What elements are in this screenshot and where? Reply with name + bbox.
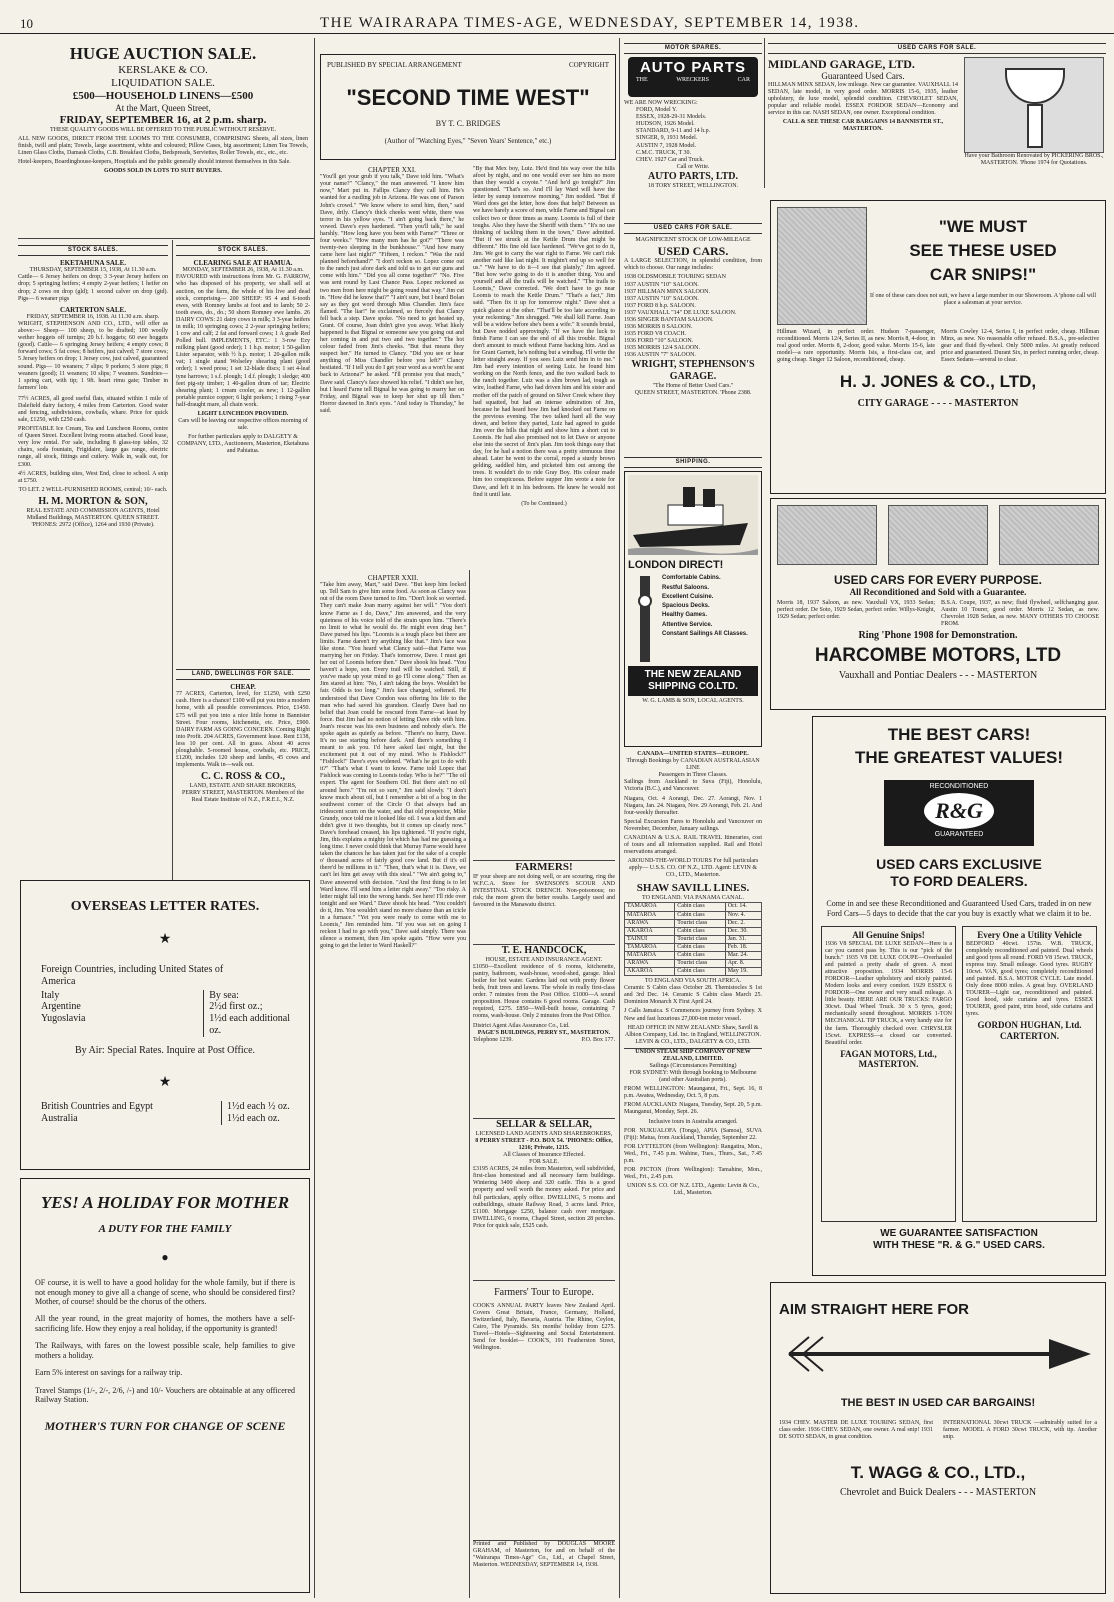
masthead: THE WAIRARAPA TIMES-AGE, WEDNESDAY, SEPTEMBER 14, 1938. — [320, 15, 860, 31]
auction-type: LIQUIDATION SALE. — [111, 77, 215, 90]
auction-place: At the Mart, Queen Street, — [115, 102, 211, 113]
sellar-sub: LICENSED LAND AGENTS AND SHAREBROKERS, — [475, 1130, 613, 1137]
sailing-row — [625, 968, 762, 976]
fagan-firm: FAGAN MOTORS, Ltd., — [840, 1048, 937, 1059]
auction-body: ALL NEW GOODS, DIRECT FROM THE LOOMS TO THE CONSUMER, COMPRISING Sheets, all sizes, linen finish, twill and plain; Towels, large assortment, white and coloured; Pillow Cases, big assortment; Linen Tea Towels, Linen Glass Cloths, Damask Cloths, C.B. Breakfast Cloths, Bedspreads, Serviettes, Roller Towels, etc., etc., etc. — [18, 135, 308, 156]
three-classes: Passengers in Three Classes. — [658, 772, 728, 779]
property-listing: 77½ ACRES, all good useful flats, situated within 1 mile of Dalefield dairy factory, 4 miles from Carterton. Good water and fencing, subdivisions, cowbails, whare. Price for quick sale, £1250, with £250 cash. — [18, 395, 168, 424]
nukualofa: FOR NUKUALOFA (Tonga), APIA (Samoa), SUVA (Fiji): Matua, from Auckland, Thursday, September 22. — [624, 1127, 762, 1141]
nzsc-logo: THE NEW ZEALAND SHIPPING CO.LTD. — [628, 666, 758, 696]
sailing-cell: AKAROA — [625, 968, 675, 976]
auction-linens: £500—HOUSEHOLD LINENS—£500 — [72, 89, 254, 102]
chapter-heading: CHAPTER XXII. — [367, 574, 419, 582]
wagg-dealers: Chevrolet and Buick Dealers - - - MASTERTON — [839, 1487, 1037, 1499]
feature-item: Comfortable Cabins. — [662, 575, 721, 582]
picton: FOR PICTON (from Wellington): Tamahine, Mon., Wed., Fri., 2.45 p.m. — [624, 1167, 762, 1181]
carterton-body: WRIGHT, STEPHENSON AND CO., LTD., will offer as above:— Sheep— 100 sheep, to be drafted; 100 woolly wether hoggets off turnips; 20 b.f. hoggets; 60 ewe hoggets (good). Cattle— 6 springing Jersey heifers; 4 empty cows; 8 forward cows; 5 fat cows; 8 heifers, just calved; 7 store cows; 5 Jersey heifers on drop; 1 Jersey cow, just calved, guaranteed sound. Pigs— 10 weaners; 7 slips; 9 porkers; 5 store pigs; 8 weaners (good); 11 weaners; 10 slips; 7 weaners. Sundries— 1 spring cart, with tip; 1 9ft. heart rimu gate; Timber in farmers' lots — [18, 321, 168, 391]
farmers-title: FARMERS! — [515, 861, 573, 873]
arrangement-label: PUBLISHED BY SPECIAL ARRANGEMENT — [327, 61, 462, 69]
sailing-row — [625, 943, 762, 951]
by-air-note: By Air: Special Rates. Inquire at Post Office. — [74, 1044, 256, 1056]
sa-note: J Calls Jamaica. S Commences journey from Sydney. X New and fast luxurious 27,000-ton motor vessel. — [624, 1008, 762, 1022]
right-body: BEDFORD 40cwt. 157in. W.B. TRUCK, completely reconditioned and painted. Dual wheels and good tyres all round. FORD V8 15cwt. TRUCK, express tray. Small mileage. Good tyres. RUGBY 10cwt. VAN, good tyres; completely reconditioned and painted. B.S.A. MOTOR CYCLE. Late model. Only done 8000 miles. A great buy. OVERLAND TOURER—Light car, reconditioned and painted. Good hood, side curtains and tyres. ESSEX TOURER, good paint, trim hood, side curtains and tyres. — [966, 940, 1093, 1018]
star-icon: ★ — [158, 931, 172, 947]
sailing-cell: MATAROA — [625, 911, 675, 919]
holiday-p1: OF course, it is well to have a good holiday for the whole family, but if there is not enough money to give all a change of scene, who should be considered first? Mother, of course! should be the chorus of the others. — [35, 1278, 295, 1307]
headline-3: CAR SNIPS!" — [929, 265, 1037, 285]
rg-badge: RECONDITIONED R&G GUARANTEED — [884, 780, 1034, 846]
handcock-box: P.O. Box 177. — [581, 1036, 615, 1043]
sailing-cell: May 19. — [725, 968, 761, 976]
wagg-ad — [770, 1282, 1106, 1594]
couple-illustration — [777, 207, 867, 325]
car-list-item: 1937 FORD 8 h.p. SALOON. — [624, 302, 696, 309]
eketahuna-date: THURSDAY, SEPTEMBER 15, 1938, At 11.30 a.m. — [29, 267, 157, 274]
section-heading: STOCK SALES. — [176, 245, 310, 256]
wreck-item: AUSTIN 7, 1928 Model. — [636, 142, 697, 149]
car-list-item: 1936 FORD "10" SALOON. — [624, 338, 694, 345]
midland-subtitle: Guaranteed Used Cars. — [821, 71, 905, 82]
sailing-cell: Oct. 14. — [725, 903, 761, 911]
from-wellington: FROM WELLINGTON: Maunganui, Fri., Sept. 16, 8 p.m. Awatea, Wednesday, Oct. 5, 8 p.m. — [624, 1086, 762, 1100]
holiday-title: YES! A HOLIDAY FOR MOTHER — [40, 1193, 290, 1212]
page-number: 10 — [20, 16, 33, 31]
rate-additional-oz: 1½d each additional oz. — [209, 1013, 290, 1037]
midland-body: HILLMAN MINX SEDAN, low mileage. New car guarantee. VAUXHALL 14 SEDAN, late model, in very good order. MORRIS 15-6, 1935, leather upholstery, de luxe model, splendid condition. CHEVROLET SEDAN, popular and reliable model. ESSEX FORDOR SEDAN—Economy and service in this car. NASH SEDAN, one owner. Exceptional condition. — [768, 81, 958, 117]
wreck-item: C.M.C. TRUCK, T 30. — [636, 149, 692, 156]
union-sub: Sailings (Circumstances Permitting) — [649, 1063, 737, 1070]
auction-hotel: Hotel-keepers, Boardinghouse-keepers, Hospitals and the public generally should interest themselves in this Sale. — [18, 158, 291, 165]
car-list-item: 1937 HILLMAN MINX SALOON. — [624, 288, 710, 295]
dwellings-ad — [176, 666, 310, 876]
sellar-ad — [473, 1118, 615, 1276]
serial-text: "You'll get your grub if you talk," Dave told him. "What's your name?" "Clancy," the man answered. "I know him now," Mart put in. Fallips Clancy they call him. He's wanted for a rustling job in Arizona. He was one of Parson John's crowd." "We know where to send him, then," said Dave, drily. Clancy's thick cheeks went white, there was terror in his yellow eyes. "I ain't going back there," he vowed. Dave's eyes hardened. "Then you'll talk," he said harshly. "How long have you been with Farne?" "Three or four weeks." "How many men has he got?" "There was twenty-two sleeping in the bunkhouse." "And how many came here last night?" "Fifteen, I reckon." "Was the raid planned beforehand?" "I don't reckon so. Lopez come out to the ranch just afore dark and told us to get our guns and come with him." "Did you all come together?" "No. Five was sent round by Last Chance Pass. Lopez reckoned as two men from here might be going round that way." Jim cut in. "How did he know that?" "I ain't sure, but I heard Bolan say as they got word through Miss Chandler. Jim's face flamed. "The liar!" he exclaimed, so fiercely that Clancy fell back a step. Dave spoke. "No need to get heated up, Grant. Of course, Joan didn't give you away. What likely happened is that Bignal or someone saw you going out and her coming in and put two and two together." The hot colour faded from Jim's cheeks. "But that means they suspect her." He turned to Clancy. "Did you see or hear anything of Miss Chandler before you left?" Clancy hesitated. "If I tell you do I get your word as a won't be sent back to Arizona?" he asked. "I'll promise you that much," Dave said. Clancy's face showed his relief. "I didn't see her, but I heard Farne tell Bignal he was going to marry her on Friday, and Bignal was to keep her shut up till then." Horror dawned in Jim's eyes. "And today is Thursday," he said. — [320, 174, 464, 414]
auction-ad — [18, 44, 308, 234]
sailing-cell: Cabin class — [675, 943, 726, 951]
country-argentine: Argentine — [41, 1001, 81, 1013]
british-rate: 1½d each ½ oz. — [227, 1101, 290, 1113]
sailing-cell: Mar. 24. — [725, 951, 761, 959]
sailing-row — [625, 935, 762, 943]
left-body: 1936 V8 SPECIAL DE LUXE SEDAN—Here is a car you cannot pass by. This is our "pick of the bunch." 1935 V8 DE LUXE COUPE—Overhauled and painted a pretty shade of green. A most attractive proposition. 1934 MORRIS 15-6 FORDOR—Leather upholstery and nicely painted. Modern looks and every comfort. 1929 ESSEX 6 FORDOR—One owner and very small mileage. A little beauty. HERE ARE OUR TRUCKS: FARGO 30cwt. Dual Wheel Truck. 30 x 5 tyres, good; mechanically sound throughout. MORRIS 1-TON MECHANICAL TIP TRUCK, a very handy size for the farm. Thoroughly checked over. CHRYSLER 15cwt. EXPRESS—a closed car converted. Beautiful order. — [825, 940, 952, 1046]
clearing-sale-body: FAVOURED with instructions from Mr. G. FARROW, who has disposed of his property, we shall sell at auction, on the farm, the whole of his live and dead stock, comprising— 200 SHEEP: 95 4 and 6-tooth ewes, with Romney lambs at foot and to lamb; 50 2-tooth ewes, do., do.; 50 shorn Romney ewe lambs. 26 DAIRY COWS: 21 dairy cows in milk; 3 3-year heifers in milk; 10 springing cows; 2 2-year springing heifers; 1 cow and calf; 2 fat and forward cows; 1 A grade Red Polled bull. IMPLEMENTS, ETC.: 1 3-row Ezy milking plant (good order); 1 1 h.p. motor; 1 50-gallon Lister separator, with ½ h.p. motor; 1 20-gallon milk vat; 1 single stand Wolseley shearing plant (good order); 1 weed press; 1 set 12-blade discs; 1 set 4-leaf tyne harrows; 1 s.f. plough; 1 d.f. plough; 1 sledge; 400 feet pig-sty timber; 1 40-gallon drum of tar; Electric shearing plant; 1 cream cooler, as new; 1 12-gallon portable pumice copper; 6 light porkers; 1 rising 7-year half-draught mare, all chain work. — [176, 274, 310, 408]
sailing-row — [625, 919, 762, 927]
wreck-item: CHEV. 1927 Car and Truck. — [636, 156, 704, 163]
australia: Australia — [41, 1112, 78, 1124]
continued-note: (To be Continued.) — [521, 500, 567, 507]
serial-column-3 — [473, 166, 615, 856]
wright-firm: WRIGHT, STEPHENSON'S GARAGE. — [631, 359, 755, 383]
rg-used-cars-ad — [812, 716, 1106, 1276]
feature-item: Healthy Games. — [662, 612, 708, 619]
bath-caption: Have your Bathroom Renovated by PICKERING BROS., MASTERTON. 'Phone 1974 for Quotations. — [964, 153, 1104, 167]
wrecking-heading: WE ARE NOW WRECKING: — [624, 100, 698, 107]
auction-note: THESE QUALITY GOODS WILL BE OFFERED TO THE PUBLIC WITHOUT RESERVE. — [50, 126, 276, 133]
union-title: UNION STEAM SHIP COMPANY OF NEW ZEALAND, LIMITED. — [624, 1048, 762, 1063]
greatest-values: THE GREATEST VALUES! — [854, 748, 1064, 768]
section-heading: USED CARS FOR SALE. — [624, 223, 762, 234]
right-heading: Every One a Utility Vehicle — [977, 930, 1082, 940]
cars-note: Cars will be leaving our respective offices morning of sale. — [178, 417, 308, 432]
jones-firm: H. J. JONES & CO., LTD, — [839, 372, 1037, 392]
wagg-left: 1934 CHEV. MASTER DE LUXE TOURING SEDAN, first class order. 1936 CHEV. SEDAN, one owner. A real snip! 1931 DE SOTO SEDAN, in great condition. — [779, 1419, 933, 1441]
fagan-intro: Come in and see these Reconditioned and Guaranteed Used Cars, traded in on new Ford Cars—5 days to decide that the car you buy is exactly what we claim it to be. — [826, 899, 1092, 918]
harcombe-dealers: Vauxhall and Pontiac Dealers - - - MASTERTON — [838, 670, 1038, 682]
sailing-row — [625, 951, 762, 959]
canada-sub: Through Bookings by CANADIAN AUSTRALASIAN LINE — [626, 758, 760, 772]
wright-motto: "The Home of Better Used Cars." — [652, 383, 734, 389]
holiday-p2: All the year round, in the great majority of homes, the mothers have a self-sacrificing life. How they enjoy a real holiday, if the opportunity is granted! — [35, 1314, 295, 1333]
sailing-cell: Cabin class — [675, 911, 726, 919]
sailing-cell: MATAROA — [625, 951, 675, 959]
sailing-cell: Tourist class — [675, 919, 726, 927]
sailing-cell: ARAWA — [625, 919, 675, 927]
harcombe-headline: USED CARS FOR EVERY PURPOSE. — [833, 573, 1043, 587]
page-header — [0, 0, 1114, 34]
car-list-item: 1935 MORRIS 12/4 SALOON. — [624, 345, 701, 352]
europe-body: COOK'S ANNUAL PARTY leaves New Zealand April. Covers Great Britain, France, Germany, Holland, Switzerland, Italy, Bavaria, Austria. The Rhine, Ceylon, Cairo, The Pyramids. Six months' holiday from £275. Travel—Hotels—Sightseeing and Social Entertainment. Send for booklet— COOK'S, 191 Featherston Street, Wellington. — [473, 1302, 615, 1352]
foreign-label: Foreign Countries, including United States of America — [41, 964, 224, 987]
sailing-row — [625, 960, 762, 968]
nzsc-ad — [624, 471, 762, 747]
auction-title: HUGE AUCTION SALE. — [69, 44, 257, 63]
shaw-savill-title: SHAW SAVILL LINES. — [636, 882, 750, 895]
hughan-firm: GORDON HUGHAN, Ltd. — [977, 1020, 1082, 1031]
harcombe-left: Morris 18, 1937 Saloon, as new. Vauxhall VX, 1933 Sedan; perfect order. De Soto, 1929 Sedan, perfect order. Willys-Knight, 1929 Sedan; perfect order. — [777, 599, 935, 620]
wagg-right: INTERNATIONAL 30cwt TRUCK —admirably suited for a farmer. MODEL A FORD 30cwt TRUCK, with tip. Another snip. — [943, 1419, 1097, 1441]
hj-jones-ad — [770, 200, 1106, 494]
section-heading: MOTOR SPARES. — [624, 43, 762, 54]
sellar-insurance: All Classes of Insurance Effected. — [503, 1152, 585, 1159]
sailing-cell: TAMAROA — [625, 943, 675, 951]
stock-sales-column-1 — [18, 242, 168, 872]
sailing-row — [625, 903, 762, 911]
special-fares: Special Excursion Fares to Honolulu and Vancouver on November, December, January sailings. — [624, 818, 762, 832]
jones-sub: CITY GARAGE - - - - MASTERTON — [857, 398, 1019, 410]
holiday-subtitle: A DUTY FOR THE FAMILY — [98, 1223, 232, 1236]
exclusive-1: USED CARS EXCLUSIVE — [876, 856, 1042, 873]
serial-credits: (Author of "Watching Eyes," "Seven Years' Sentence," etc.) — [384, 136, 552, 145]
section-heading: LAND, DWELLINGS FOR SALE. — [176, 669, 310, 680]
sellar-firm: SELLAR & SELLAR, — [496, 1119, 592, 1130]
sailing-cell: Cabin class — [675, 968, 726, 976]
feature-item: Excellent Cuisine. — [662, 593, 714, 600]
sailing-cell: TAMAROA — [625, 903, 675, 911]
sailing-cell: Dec. 2. — [725, 919, 761, 927]
holiday-footer: MOTHER'S TURN FOR CHANGE OF SCENE — [44, 1418, 286, 1433]
wreck-item: STANDARD, 9-11 and 14 h.p. — [636, 128, 711, 135]
serial-column-2 — [320, 574, 466, 1596]
handcock-bldg: PAGE'S BUILDINGS, PERRY ST., MASTERTON. — [477, 1029, 611, 1036]
wright-stephenson-used-cars — [624, 220, 762, 450]
star-icon: ★ — [158, 1074, 172, 1090]
headline-2: SEE THESE USED — [909, 241, 1057, 261]
union-agent: UNION S.S. CO. OF N.Z. LTD., Agents: Levin & Co., Ltd., Masterton. — [626, 1183, 760, 1197]
sydney: FOR SYDNEY: With through booking to Melbourne (and other Australian ports). — [629, 1070, 757, 1084]
serial-column-1 — [320, 166, 464, 570]
rate-first-oz: 2½d first oz.; — [209, 1001, 263, 1013]
europe-tour-ad — [473, 1280, 615, 1500]
inclusive-tours: Inclusive tours in Australia arranged. — [648, 1118, 738, 1125]
copyright-label: COPYRIGHT — [568, 61, 609, 69]
cheap-heading: CHEAP. — [230, 683, 256, 692]
holiday-ad — [20, 1178, 310, 1593]
jones-left: Hillman Wizard, in perfect order. Hudson 7-passenger, reconditioned. Morris 12/4, Series II, as new. Morris 8, 4-door, in real good order. Morris 8, 2-door, good value. Morris 15-6, late model—a rare opportunity. Morris Isis, a first-class car, and going cheap. Singer 12 Saloon, reconditioned, cheap. — [777, 329, 935, 364]
best-cars: THE BEST CARS! — [887, 725, 1031, 744]
wreck-item: SINGER, 9, 1931 Model. — [636, 135, 698, 142]
sa-list: Ceramic S Cabin class October 28. Themistocles S 1st and 3rd Dec. 14. Ceramic S Cabin class March 25. Dominion Monarch X First April 24. — [624, 985, 762, 1006]
feature-item: Restful Saloons. — [662, 584, 710, 591]
holiday-p4: Earn 5% interest on savings for a railway trip. — [35, 1368, 183, 1378]
car-list-item: 1936 AUSTIN "7" SALOON. — [624, 352, 696, 359]
arrow-icon — [779, 1319, 1097, 1389]
carterton-date: FRIDAY, SEPTEMBER 16, 1938. At 11.30 a.m. sharp. — [26, 313, 160, 320]
ross-sub: LAND, ESTATE AND SHARE BROKERS, — [189, 782, 297, 789]
dwellings-body: 77 ACRES, Carterton, level, for £1250, with £250 cash. Here is a chance! £100 will put you into a modern home, with all possible conveniences. Price, £1450. £75 will put you into a nice little home in Bannister Street. Four rooms, kitchenette, etc. Price, £900. DAIRY FARM AS GOING CONCERN. Coming Right into Profit. 204 ACRES, Government lease. Rent £138, less 10 per cent. All in grass. About 40 acres ploughable. 5-roomed house, cowbails, etc. PRICE, £1200, includes 120 sheep and lambs, 45 cows and implements. Walk in—walk out. — [176, 691, 310, 769]
car-list-item: 1937 VAUXHALL "14" DE LUXE SALOON. — [624, 309, 737, 316]
auction-date: FRIDAY, SEPTEMBER 16, at 2 p.m. sharp. — [59, 113, 267, 126]
sellar-body: £3195 ACRES, 24 miles from Masterton, well subdivided, first-class homestead and all necessary farm buildings. Wintering 3400 sheep and 320 cattle. This is a good property and well worth the money asked. For price and full particulars, apply office. DWELLING, 5 rooms and outbuildings, situate Railway Road, 3 acres land. Price, £1100. Mortgage £250, balance cash over mortgage. DWELLING, 6 rooms, Chapel Street, section 28 perches. Price for quick sale, £525 cash. — [473, 1166, 615, 1229]
canada-schedule: Niagara, Oct. 4 Aorangi, Dec. 27. Aorangi, Nov. 1 Niagara, Jan. 24. Niagara, Nov. 29 Aorangi, Feb. 21. And four-weekly thereafter. — [624, 795, 762, 816]
hughan-town: CARTERTON. — [1000, 1031, 1059, 1042]
midland-footer: CALL & SEE THESE CAR BARGAINS 14 BANNISTER ST., MASTERTON. — [782, 119, 944, 133]
harcombe-sub: All Reconditioned and Sold with a Guarantee. — [849, 587, 1027, 598]
serial-author: BY T. C. BRIDGES — [435, 119, 501, 129]
sailing-row — [625, 911, 762, 919]
shaw-savill-sub: TO ENGLAND. VIA PANAMA CANAL. — [642, 895, 744, 902]
sellar-address: 8 PERRY STREET - P.O. BOX 54. 'PHONES: Office, 1216; Private, 1215. — [475, 1137, 613, 1151]
nzsc-agent: W. G. LAMB & SON, LOCAL AGENTS. — [642, 697, 744, 704]
feature-item: Spacious Decks. — [662, 603, 710, 610]
bullet-icon: ● — [161, 1250, 169, 1265]
jones-note: If one of these cars does not suit, we have a large number in our Showroom. A 'phone call will place a salesman at your service. — [869, 293, 1097, 307]
europe-title: Farmers' Tour to Europe. — [494, 1287, 594, 1298]
stock-sales-column-2 — [176, 242, 310, 662]
world-tours: AROUND-THE-WORLD TOURS For full particulars apply— U.S.S. CO. OF N.Z., LTD. Agent: LEVIN & CO., LTD., Masterton. — [627, 858, 759, 879]
luncheon-note: LIGHT LUNCHEON PROVIDED. — [197, 410, 289, 417]
letter-rates-ad — [20, 880, 310, 1170]
eketahuna-title: EKETAHUNA SALE. — [60, 259, 126, 268]
best-bargains: THE BEST IN USED CAR BARGAINS! — [840, 1396, 1036, 1409]
chapter-heading: CHAPTER XXI. — [368, 166, 416, 174]
used-cars-title: USED CARS. — [657, 244, 729, 259]
rg-logo: R&G — [924, 793, 994, 829]
used-cars-intro: A LARGE SELECTION, in splendid condition, from which to choose. Our range includes: — [624, 258, 762, 272]
guarantee-2: WITH THESE "R. & G." USED CARS. — [873, 1239, 1045, 1251]
car-list-item: 1936 SINGER BANTAM SALOON. — [624, 316, 714, 323]
farmers-ad — [473, 860, 615, 940]
handcock-ad — [473, 944, 615, 1114]
canada-sailings: Sailings from Auckland to Suva (Fiji), Honolulu, Victoria (B.C.), and Vancouver. — [624, 779, 762, 793]
sailing-cell: TAINUI — [625, 935, 675, 943]
lyttelton: FOR LYTTELTON (from Wellington): Rangatira, Mon., Wed., Fri., 7.45 p.m. Wahine, Tues., Thurs., Sat., 7.45 p.m. — [624, 1143, 762, 1164]
aim-headline: AIM STRAIGHT HERE FOR — [779, 1301, 969, 1318]
eketahuna-body: Cattle— 6 Jersey heifers on drop; 3 3-year Jersey heifers on drop; 5 springing heifers; 4 empty 2-year heifers; 1 heifer on drop; 2 cows on drop (gld); 1 second calver on drop (gtd). Pigs— 6 weaner pigs — [18, 274, 168, 302]
head-office: HEAD OFFICE IN NEW ZEALAND: Shaw, Savill & Albion Company, Ltd. Inc. in England, WELLINGTON. LEVIN & CO., LTD., DALGETY & CO., LTD. — [624, 1024, 762, 1045]
harcombe-ad — [770, 498, 1106, 710]
imprint — [473, 1540, 615, 1598]
sailing-row — [625, 927, 762, 935]
car-list-item: 1935 FORD V8 COACH. — [624, 331, 687, 338]
carterton-title: CARTERTON SALE. — [60, 305, 126, 314]
clearing-sale-date: MONDAY, SEPTEMBER 26, 1938, At 11.30 a.m. — [182, 267, 304, 274]
auto-parts-logo: AUTO PARTS THE WRECKERS CAR — [628, 57, 758, 97]
bathroom-illustration — [964, 57, 1104, 153]
ross-firm: C. C. ROSS & CO., — [201, 771, 285, 783]
imprint-text: Printed and Published by DOUGLAS MOORE GRAHAM, of Masterton, for and on behalf of the "Wairarapa Times-Age" Co., Ltd., at Chapel Street, Masterton. WEDNESDAY, SEPTEMBER 14, 1938. — [473, 1541, 615, 1569]
serial-text: "Take him away, Mart," said Dave. "But keep him locked up. Tell Sam to give him some food. As soon as Clancy was out of the room Dave turned to Jim. "Don't look so worried. They can't make Joan marry against her will." "You don't know Farne as I do, Dave," Jim answered, and the very quietness of his voice told of the strain upon him. "There's no limit to what he would do. He might even drug her." Dave pursed his lips. "Loomis is a tough place but there are limits. Farne daren't try anything like that." Jim's face was like stone. "You heard what Clancy said—that Farne was marrying her on Friday. That's tomorrow, Dave. I must get her out of Loomis before then." Dave shook his head. "You haven't a hope, son. Every trail will be watched. Still, if you've made up your mind to go I'll come along." Then as Jim stared at him: "No, I ain't taking the boys. Wouldn't be fair. Odds is too long." Jim's face changed, softened. He understood that Dave Condon was offering his life to the man who had saved his grandson. Clearly Dave had no belief that Joan could be rescued from Farne—at least by force. But Jim had no notion of letting Dave ride with him. Joan's rescue was his own business and nobody else's. He spoke again as quietly as before. "There's no hurry, Dave. It's no use starting before dark. And there's something I meant to ask you. I'd have asked last night, but the excitement put it out of my mind. Who is Fishlock?" "Fishlock!" Dave's eyes widened. "What's he got to do with it?" "That's what I want to know. Farne told Lopez that Fishlock was coming to Loomis today. Who is he?" "The oil expert. The agent for Southern Oil. But there ain't no oil around here." "I'm not so sure," Jim said slowly. "I don't know much about oil, but I remember a bit of a bog in the southwest corner of the Circle O that always had an iridescent scum on the water, and that old prospector, Mike Grundy, once told me it looked like oil. I was a kid then and didn't give it two thoughts, but it comes up clearly now." Dave's forehead creased, his lips tightened. "If you're right, Jim, this explains a mighty lot which has had me guessing a long time. I never could think that Murray Farne would have taken the chances he has taken just for the sake of a couple o' thousand acres of fairly good cow land. But if it's oil there'd be millions in it." "Then, that's what it is. Dave, we can't let him get away with this steal." "We ain't going to," Dave answered with decision. "And the first thing is to let Ward know. I'll send him a letter right away." "Too risky. A letter might fall into the wrong hands. See here! I'll ride over tonight and see Ward." Dave shook his head. "You couldn't do it, Jim. You wouldn't stand no more chance than an icicle in a furnace." "Yet you were ready to come with me to Loomis," Jim reminded him. "If you was set on going I reckon I had to go with you," Dave said simply. There was silence a moment, then Jim spoke again. "How were you going to get the letter to Ward Haskell?" — [320, 582, 466, 950]
australia-rate: 1½d each oz. — [227, 1112, 280, 1124]
sellar-forsale: FOR SALE. — [529, 1159, 559, 1166]
sailing-cell: Jan. 31. — [725, 935, 761, 943]
fagan-town: MASTERTON. — [858, 1059, 919, 1070]
rail-travel: CANADIAN & U.S.A. RAIL TRAVEL Itineraries, cost of tours and all information supplied. Rail and Hotel reservations arranged. — [624, 834, 762, 856]
guarantee-1: WE GUARANTEE SATISFACTION — [880, 1228, 1038, 1239]
wreck-item: HUDSON, 1926 Model. — [636, 121, 695, 128]
country-yugoslavia: Yugoslavia — [41, 1013, 86, 1025]
car-list-item: 1937 AUSTIN "10" SALOON. — [624, 295, 699, 302]
sailing-cell: Cabin class — [675, 951, 726, 959]
ross-address: PERRY STREET, MASTERTON. Members of the Real Estate Institute of N.Z., F.R.E.I., N.Z. — [181, 790, 305, 804]
sailing-cell: Cabin class — [675, 903, 726, 911]
to-let: TO LET. 2 WELL-FURNISHED ROOMS, central; 10/- each. — [18, 486, 168, 493]
serial-title: "SECOND TIME WEST" — [346, 85, 590, 111]
motor-spares-ad — [624, 40, 762, 216]
car-list-item: 1937 AUSTIN "10" SALOON. — [624, 281, 699, 288]
morton-phones: 'PHONES: 2972 (Office), 1264 and 1930 (Private). — [31, 521, 155, 528]
auction-footer: GOODS SOLD IN LOTS TO SUIT BUYERS. — [104, 167, 222, 174]
shipping-section — [624, 454, 762, 1598]
sailing-cell: Cabin class — [675, 927, 726, 935]
harcombe-ring: Ring 'Phone 1908 for Demonstration. — [858, 630, 1018, 642]
farmers-body: IF your sheep are not doing well, or are scouring, ring the W.F.C.A. Store for SWENSON'S SCOUR AND INTESTINAL STOCK DRENCH. Non-poisonous; no risk; the more given the better results. Largely used and favoured in the Manawatu district. — [473, 873, 615, 909]
morton-firm: H. M. MORTON & SON, — [38, 495, 148, 507]
sailing-cell: ARAWA — [625, 960, 675, 968]
holiday-p5: Travel Stamps (1/-, 2/-, 2/6, /-) and 10/- Vouchers are obtainable at any officered Railway Station. — [35, 1385, 295, 1405]
london-direct: LONDON DIRECT! — [628, 559, 724, 572]
sailing-cell: Tourist class — [675, 935, 726, 943]
section-heading: STOCK SALES. — [18, 245, 168, 256]
clearing-sale-title: CLEARING SALE AT HAMUA. — [193, 259, 293, 268]
sailing-cell: AKAROA — [625, 927, 675, 935]
serial-text: "By that Mex boy, Luiz. He'd find his way over the hills afoot by night, and no one would ever see him no more than they would a coyote." "And he'd go tonight?" Jim questioned. "That's so. And I'll lay Ward will have the letter by sunup tomorrow morning," Jim nodded. "But if Ward does get the letter, how does that help? Between us we have barely a score of men, while Farne and Bignal can collect two or three times as many. Loomis is full of their toughs. Also they have the Sheriff with them." "It's no use thinking of tackling them in the town," Dave admitted. "But if we struck at the Kettle Drum that might be different." His fine old face hardened. "We've got to do it, Jim. We got to carry the war right to Farne. We can't risk another raid like last night. It mightn't end up so well for us." "We have to do it—I see that plainly," Jim agreed. "But how we're going to do it is another thing. You and yourself and all the trails will be watched." "The trails to Loomis," Dave corrected. "We don't have to go near Loomis to reach the Kettle Drum." "That's a fact," Jim said. "Then fix it up for tomorrow night." Dave shot a quick glance at the other. "That'll be too late according to your reckoning." Jim shrugged. "We shall kill Farne. Joan will be a widow before she's been a wife." It sounds brutal, but Dave nodded approvingly. "If we have the luck to finish Farne I can see the end of all this trouble. Bignal don't amount to much without Farne backing him. And as for Grant Garnett, he's nothing but a windbag. I'll write the letter straight away. If you sees Luiz send him in to me." Jim had every intention of seeing Luiz. he found him working on the North fence, and the two walked back to the ranch together. Luiz was a slim brown lad, tough as wire, loathed Farne, who had driven him and his sister and mother off the patch of ground on Silver Creek where they had squatted, but had an intense admiration of Jim, because he had heard how Jim had knocked out Farne on the previous evening. The two talked hard all the way down, and before they parted, Luiz had agreed to guide Jim over the hills that night and show him a short cut to Loomis. He had also promised not to let Dave or anyone else into the secret of Jim's plan. Jim took things easy that day, for he had a notion there was a pretty strenuous time ahead. Later he went to the corral, roped a sturdy brown gelding, saddled him, and picketed him out among the trees. It wouldn't do to ride Gray Boy. His colour made him too conspicuous. Before supper Jim wrote a note for Dave, and left it in his bedroom. He knew he would not find it until late. — [473, 166, 615, 498]
wreck-item: FORD, Model Y. — [636, 107, 678, 114]
canada-heading: CANADA—UNITED STATES—EUROPE. — [637, 751, 749, 758]
auction-firm: KERSLAKE & CO. — [118, 64, 208, 77]
british-countries: British Countries and Egypt — [41, 1101, 153, 1113]
handcock-firm: T. E. HANDCOCK, — [501, 945, 587, 956]
sailing-cell: Apr. 8. — [725, 960, 761, 968]
harcombe-firm: HARCOMBE MOTORS, LTD — [814, 644, 1062, 666]
sailing-cell: Nov. 4. — [725, 911, 761, 919]
handcock-sub: HOUSE, ESTATE AND INSURANCE AGENT. — [485, 956, 603, 963]
morton-sub: REAL ESTATE AND COMMISSION AGENTS, Hotel Midland Buildings, MASTERTON. QUEEN STREET. — [26, 507, 160, 521]
handcock-agent: District Agent Atlas Assurance Co., Ltd. — [473, 1022, 570, 1029]
headline-1: "WE MUST — [938, 217, 1028, 236]
wright-address: QUEEN STREET, MASTERTON. 'Phone 2388. — [634, 390, 752, 397]
jones-right: Morris Cowley 12-4, Series I, in perfect order, cheap. Hillman Minx, as new. No reasonable offer refused. B.S.A., pre-selective gear and fluid fly-wheel. Only 5000 miles. At greatly reduced price and guaranteed. Durant Six, in perfect running order, cheap. Essex Sedans—several to clear. — [941, 329, 1099, 364]
property-listing: 4½ ACRES, building sites, West End, close to school. A snip at £750. — [18, 470, 168, 484]
particulars: For further particulars apply to DALGETY & COMPANY, LTD., Auctioneers, Masterton, Eketahuna and Pahiatua. — [177, 434, 309, 455]
from-auckland: FROM AUCKLAND: Niagara, Tuesday, Sept. 20, 5 p.m. Maunganui, Monday, Sept. 26. — [624, 1102, 762, 1116]
auto-parts-address: 18 TORY STREET, WELLINGTON. — [647, 182, 739, 189]
letter-rates-title: OVERSEAS LETTER RATES. — [70, 899, 260, 914]
call-write: Call or Write. — [676, 163, 710, 170]
big-ben-icon — [628, 574, 662, 662]
car-list-item: 1936 MORRIS 8 SALOON. — [624, 324, 693, 331]
feature-item: Attentive Service. — [662, 621, 713, 628]
holiday-p3: The Railways, with fares on the lowest possible scale, help families to give mothers a holiday. — [35, 1341, 295, 1360]
midland-garage-ad — [768, 40, 1106, 196]
property-listing: PROFITABLE Ice Cream, Tea and Luncheon Rooms, centre of Queen Street. Excellent living rooms attached. Good lease, very low rental. For sale, including 8 glass-top tables, 32 chairs, soda fountain, Frigidaire, large gas range, electric range, all stock, fittings and cutlery. Walk in, walk out, for £300. — [18, 426, 168, 468]
left-heading: All Genuine Snips! — [852, 930, 925, 940]
harcombe-right: B.S.A. Coupe, 1937, as new; fluid flywheel, selfchanging gear. Austin 10 Tourer, good order. Morris 12 Sedan, as new. Chevrolet 1928 Sedan, as new. MANY OTHERS TO CHOOSE FROM. — [941, 599, 1099, 627]
by-sea-label: By sea: — [209, 989, 239, 1001]
sailing-cell: Tourist class — [675, 960, 726, 968]
auto-parts-firm: AUTO PARTS, LTD. — [647, 170, 739, 182]
car-list-item: 1938 OLDSMOBILE TOURING SEDAN — [624, 274, 726, 281]
feature-item: Constant Sailings All Classes. — [662, 631, 748, 638]
sailing-table — [624, 902, 762, 976]
ship-illustration — [628, 475, 758, 555]
wreck-item: ESSEX, 1928-29-31 Models. — [636, 114, 707, 121]
midland-title: MIDLAND GARAGE, LTD. — [768, 57, 915, 72]
sailing-cell: Feb. 18. — [725, 943, 761, 951]
section-heading: SHIPPING. — [624, 457, 762, 468]
sailing-cell: Dec. 30. — [725, 927, 761, 935]
magnificent-line: MAGNIFICENT STOCK OF LOW-MILEAGE — [635, 237, 751, 244]
section-heading: USED CARS FOR SALE. — [768, 43, 1106, 54]
serial-header — [320, 54, 616, 160]
country-italy: Italy — [41, 989, 60, 1001]
handcock-body: £1050—Excellent residence of 6 rooms, kitchenette, pantry, bathroom, wash-house, wood-shed, garage. Ideal boiler for hot water. Gardens laid out with pretty flower beds, fruit trees and lawns. The whole in really first-class order. 7 minutes from the Post Office. £1000—A sound proposition. House contains 6 good rooms. Garage. Cash required, £275. £850—Well-built house, containing 7 rooms, wash-house. Only 2 minutes from the Post Office. — [473, 963, 615, 1020]
wagg-firm: T. WAGG & CO., LTD., — [850, 1463, 1026, 1483]
exclusive-2: TO FORD DEALERS. — [890, 872, 1028, 889]
cars-illustration — [777, 505, 1099, 569]
handcock-tel: Telephone 1239. — [473, 1036, 513, 1043]
south-africa: TO ENGLAND VIA SOUTH AFRICA. — [644, 978, 742, 985]
